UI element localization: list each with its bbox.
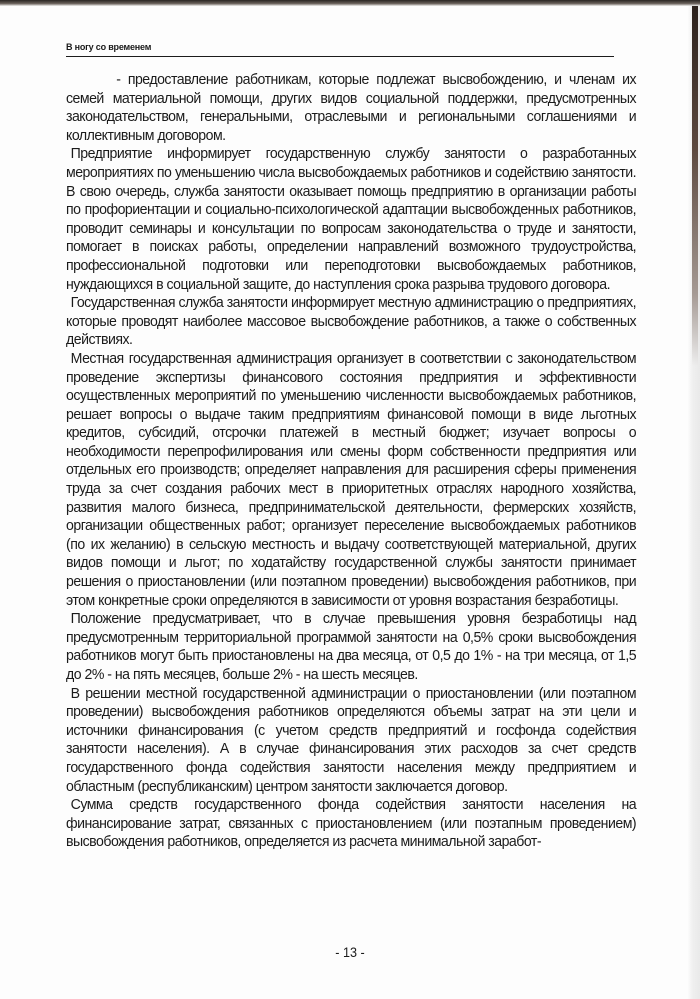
running-head — [66, 41, 684, 53]
document-page — [0, 6, 688, 999]
paragraph: Положение предусматривает, что в случае превышения уровня безработицы над предусмотренным территориальной программой занятости на 0,5% сроки высвобождения работников могут быть приостановлены на два месяца, от 0,5 до 1% - на три месяца, от 1,5 до 2% - на пять месяцев, больше 2% - на шесть месяцев. — [66, 610, 637, 683]
scan-edge-shadow — [692, 6, 698, 366]
paragraph: Местная государственная администрация организует в соответствии с законодательством проведение экспертизы финансового состояния предприятия и эффективности осуществленных мероприятий по уменьшению численности высвобождаемых работников, решает вопросы о выдаче таким предприятиям финансовой помощи в виде льготных кредитов, субсидий, отсрочки платежей в местный бюджет; изучает вопросы о необходимости перепрофилирования или смены форм собственности предприятия или отдельных его производств; определяет направления для расширения сферы применения труда за счет создания рабочих мест в приоритетных отраслях народного хозяйства, развития малого бизнеса, предпринимательской деятельности, фермерских хозяйств, организации общественных работ; организует переселение высвобождаемых работников (по их желанию) в сельскую местность и выдачу соответствующей материальной, других видов помощи и льгот; по ходатайству государственной службы занятости принимает решения о приостановлении (или поэтапном проведении) высвобождения работников, при этом конкретные сроки определяются в зависимости от уровня возрастания безработицы. — [66, 349, 637, 609]
body-text — [66, 71, 636, 852]
paragraph: В решении местной государственной администрации о приостановлении (или поэтапном проведении) высвобождения работников определяются объемы затрат на эти цели и источники финансирования (с учетом средств предприятий и госфонда содействия занятости населения). А в случае финансирования этих расходов за счет средств государственного фонда содействия занятости населения между предприятием и областным (республиканским) центром занятости заключается договор. — [66, 684, 637, 795]
paragraph: Предприятие информирует государственную службу занятости о разработанных мероприятиях по уменьшению числа высвобождаемых работников и содействию занятости. В свою очередь, служба занятости оказывает помощь предприятию в организации работы по профориентации и социально-психологической адаптации высвобожденных работников, проводит семинары и консультации по вопросам законодательства о труде и занятости, помогает в поисках работы, определении направлений возможного трудоустройства, профессиональной подготовки или переподготовки высвобождаемых работников, нуждающихся в социальной защите, до наступления срока разрыва трудового договора. — [66, 145, 637, 293]
paragraph: Сумма средств государственного фонда содействия занятости населения на финансирование затрат, связанных с приостановлением (или поэтапным проведением) высвобождения работников, определяется из расчета минимальной заработ- — [66, 796, 637, 851]
paragraph: - предоставление работникам, которые подлежат высвобождению, и членам их семей материальной помощи, других видов социальной поддержки, предусмотренных законодательством, генеральными, отраслевыми и региональными соглашениями и коллективным договором. — [66, 71, 637, 144]
running-head-title: В ногу со временем — [66, 42, 152, 52]
page-number: - 13 - — [335, 944, 365, 960]
header-rule — [66, 56, 614, 57]
paragraph: Государственная служба занятости информирует местную администрацию о предприятиях, которые проводят наиболее массовое высвобождение работников, а также о собственных действиях. — [66, 294, 637, 349]
